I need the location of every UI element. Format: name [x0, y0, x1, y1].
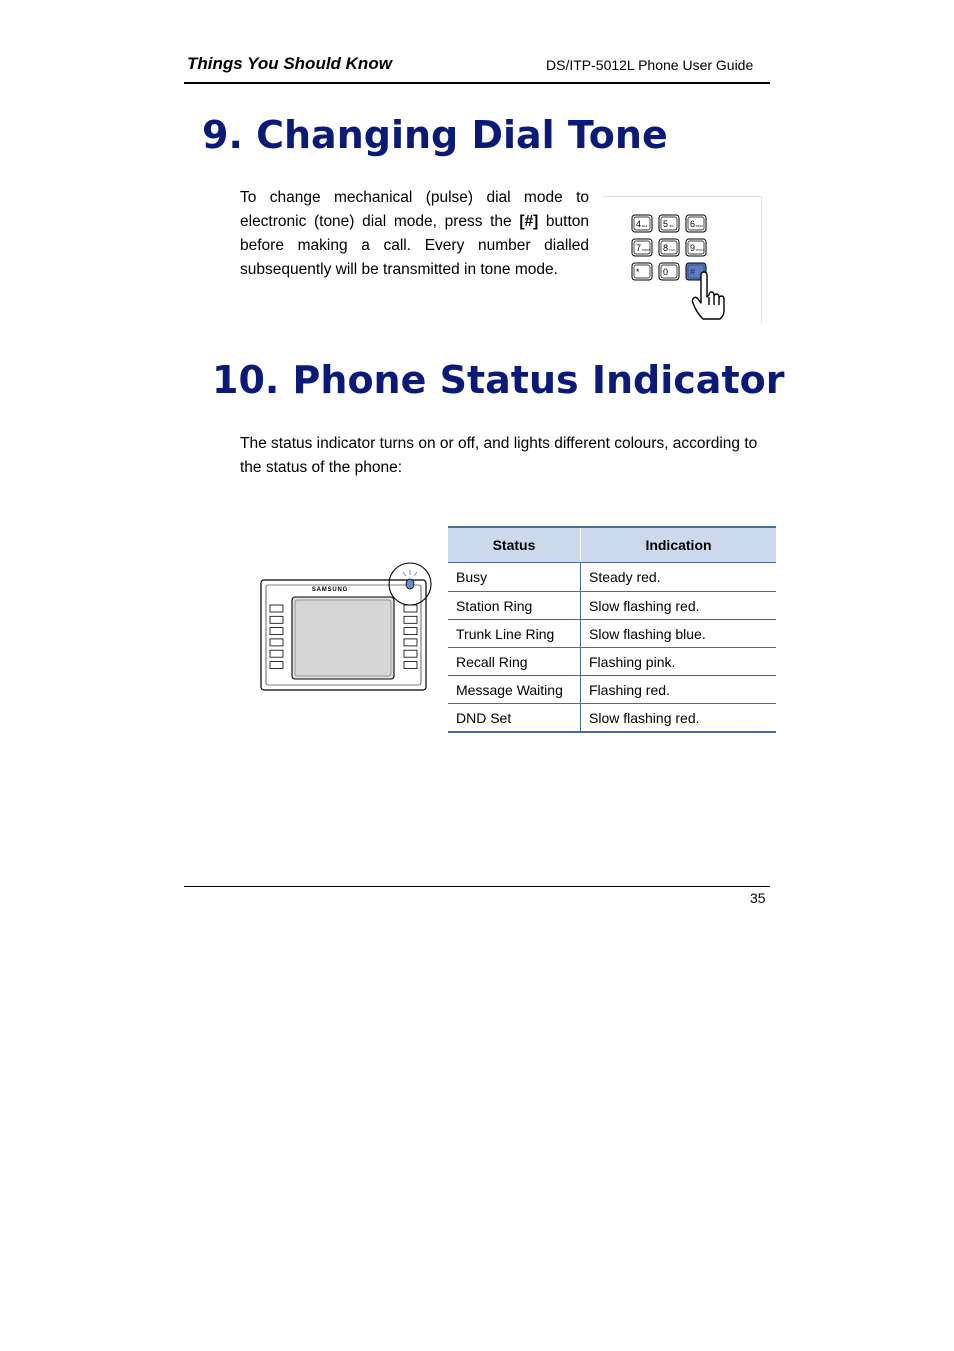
keypad-key-label: 8 [663, 243, 669, 253]
keypad-key-sublabel: WXYZ [696, 248, 705, 252]
table-row [448, 592, 776, 620]
keypad-key-star [632, 263, 652, 280]
section-9-heading: 9. Changing Dial Tone [202, 113, 668, 157]
phone-svg [258, 560, 438, 696]
table-row [448, 648, 776, 676]
line-button [404, 662, 417, 669]
table-header-row [448, 527, 776, 563]
table-row [448, 563, 776, 592]
indication-cell: Slow flashing red. [581, 592, 777, 620]
status-cell: Station Ring [448, 592, 581, 620]
status-cell: Message Waiting [448, 676, 581, 704]
status-column-header: Status [448, 527, 581, 563]
line-button [270, 605, 283, 612]
line-button [270, 628, 283, 635]
keypad-key-9 [686, 239, 706, 256]
line-button [404, 650, 417, 657]
keypad-key-sublabel: GHI [642, 224, 648, 228]
indication-cell: Flashing red. [581, 676, 777, 704]
indication-column-header: Indication [581, 527, 777, 563]
keypad-key-sublabel: PQRS [642, 248, 651, 252]
status-indicator-light [406, 579, 414, 589]
status-cell: Trunk Line Ring [448, 620, 581, 648]
keypad-key-label: 5 [663, 219, 669, 229]
hash-button-label: [#] [519, 213, 539, 230]
section-9-text-part1: To change mechanical (pulse) dial mode to electronic (tone) dial mode, press the [240, 189, 589, 230]
line-button [270, 650, 283, 657]
header-divider [184, 82, 770, 84]
keypad-illustration [603, 196, 762, 323]
line-button [404, 628, 417, 635]
page-number: 35 [750, 890, 766, 906]
line-button [404, 605, 417, 612]
keypad-key-4 [632, 215, 652, 232]
line-button [270, 616, 283, 623]
table-row [448, 620, 776, 648]
status-cell: Recall Ring [448, 648, 581, 676]
light-rays-icon [403, 570, 417, 576]
indication-cell: Slow flashing red. [581, 704, 777, 733]
keypad-key-label: # [690, 267, 696, 277]
keypad-key-label: 4 [636, 219, 642, 229]
keypad-key-6 [686, 215, 706, 232]
line-button [270, 639, 283, 646]
footer-divider [184, 886, 770, 887]
indication-cell: Flashing pink. [581, 648, 777, 676]
keypad-key-sublabel: JKL [669, 224, 675, 228]
keypad-key-8 [659, 239, 679, 256]
section-10-heading: 10. Phone Status Indicator [212, 358, 785, 402]
phone-illustration [258, 560, 438, 696]
keypad-key-7 [632, 239, 652, 256]
status-cell: Busy [448, 563, 581, 592]
keypad-key-0 [659, 263, 679, 280]
indication-cell: Slow flashing blue. [581, 620, 777, 648]
phone-brand-label: SAMSUNG [311, 587, 349, 593]
section-9-text-part2: button before making a call. Every number dialled subsequently will be transmitted in tone mode. [240, 213, 589, 278]
keypad-key-sublabel: MNO [696, 224, 703, 228]
status-cell: DND Set [448, 704, 581, 733]
table-row [448, 704, 776, 733]
keypad-key-label: 7 [636, 243, 642, 253]
section-9-paragraph [240, 186, 589, 282]
keypad-key-sublabel: TUV [669, 248, 675, 252]
line-button [404, 616, 417, 623]
section-10-paragraph: The status indicator turns on or off, and lights different colours, according to the status of the phone: [240, 435, 758, 476]
line-button [404, 639, 417, 646]
keypad-key-5 [659, 215, 679, 232]
keypad-key-label: * [636, 267, 640, 277]
line-button [270, 662, 283, 669]
status-indicator-table [448, 526, 776, 733]
keypad-svg [603, 197, 761, 323]
table-row [448, 676, 776, 704]
keypad-key-label: 9 [690, 243, 696, 253]
keypad-key-label: 0 [663, 267, 669, 277]
header-guide-title: DS/ITP-5012L Phone User Guide [546, 57, 754, 73]
keypad-key-label: 6 [690, 219, 696, 229]
indication-cell: Steady red. [581, 563, 777, 592]
header-section-title: Things You Should Know [187, 54, 392, 73]
